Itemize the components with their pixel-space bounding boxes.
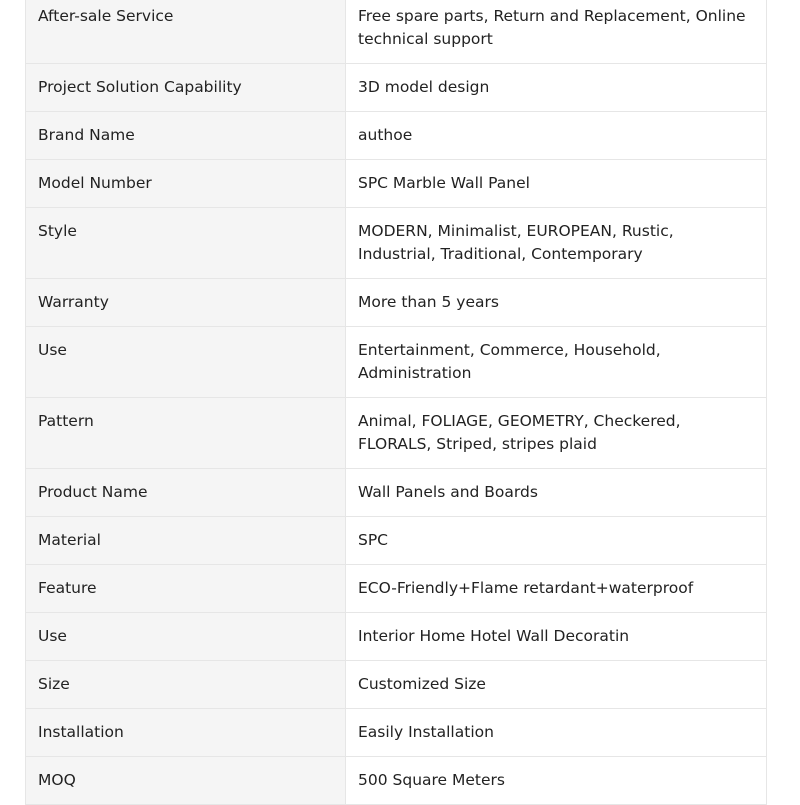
spec-value: 500 Square Meters: [358, 771, 505, 789]
spec-key: Warranty: [26, 279, 346, 326]
table-row: [26, 112, 766, 160]
spec-key: Model Number: [26, 160, 346, 207]
spec-value: More than 5 years: [358, 293, 499, 311]
table-row: [26, 757, 766, 805]
spec-value: Customized Size: [358, 675, 486, 693]
spec-value: Wall Panels and Boards: [358, 483, 538, 501]
spec-value: Interior Home Hotel Wall Decoratin: [358, 627, 630, 645]
spec-key: Style: [26, 208, 346, 278]
spec-key: Use: [26, 613, 346, 660]
table-row: [26, 64, 766, 112]
spec-table: [25, 0, 767, 805]
table-row: [26, 469, 766, 517]
spec-key: Product Name: [26, 469, 346, 516]
table-row: [26, 517, 766, 565]
spec-value: 3D model design: [358, 78, 490, 96]
spec-value: authoe: [358, 126, 413, 144]
spec-value: SPC: [358, 531, 389, 549]
spec-value: Easily Installation: [358, 723, 494, 741]
spec-key: Size: [26, 661, 346, 708]
spec-value: Entertainment, Commerce, Household, Administration: [358, 341, 661, 382]
table-row: [26, 398, 766, 469]
spec-key: Feature: [26, 565, 346, 612]
spec-value: Animal, FOLIAGE, GEOMETRY, Checkered, FLORALS, Striped, stripes plaid: [358, 412, 681, 453]
spec-key: Installation: [26, 709, 346, 756]
table-row: [26, 565, 766, 613]
spec-value: SPC Marble Wall Panel: [358, 174, 530, 192]
spec-key: Material: [26, 517, 346, 564]
spec-value: Free spare parts, Return and Replacement, Online technical support: [358, 7, 746, 48]
table-row: [26, 327, 766, 398]
spec-key: Brand Name: [26, 112, 346, 159]
table-row: [26, 160, 766, 208]
table-row: [26, 613, 766, 661]
table-row: [26, 208, 766, 279]
spec-value: MODERN, Minimalist, EUROPEAN, Rustic, Industrial, Traditional, Contemporary: [358, 222, 674, 263]
spec-key: After-sale Service: [26, 0, 346, 63]
spec-value: ECO-Friendly+Flame retardant+waterproof: [358, 579, 694, 597]
table-row: [26, 0, 766, 64]
spec-key: Use: [26, 327, 346, 397]
spec-key: Pattern: [26, 398, 346, 468]
spec-key: Project Solution Capability: [26, 64, 346, 111]
table-row: [26, 279, 766, 327]
spec-key: MOQ: [26, 757, 346, 804]
table-row: [26, 709, 766, 757]
table-row: [26, 661, 766, 709]
